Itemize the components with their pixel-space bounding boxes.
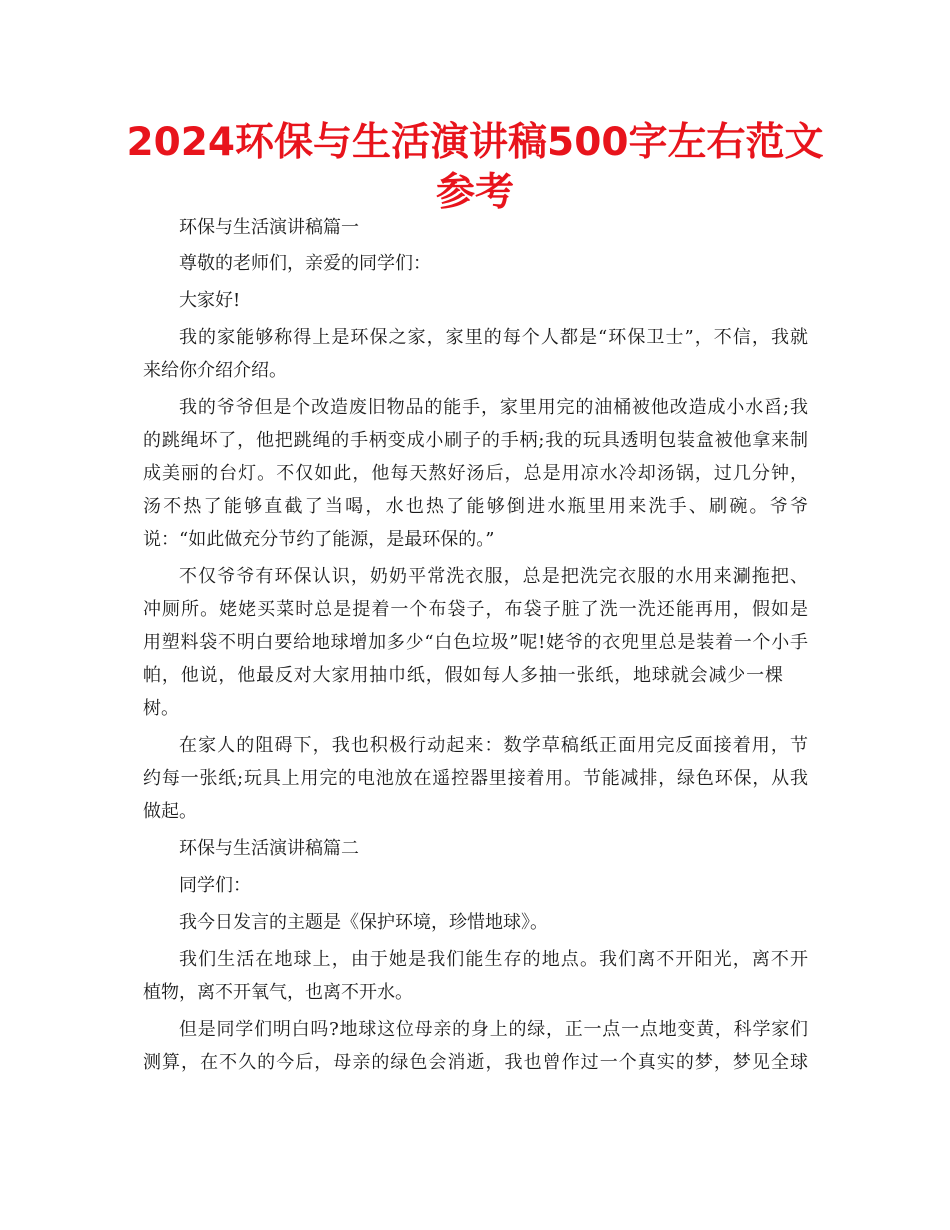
paragraph-line: 来给你介绍介绍。 <box>143 360 287 381</box>
paragraph-line: 用塑料袋不明白要给地球增加多少“白色垃圾”呢!姥爷的衣兜里总是装着一个小手 <box>143 632 808 653</box>
document-title-line-1: 2024环保与生活演讲稿500字左右范文 <box>126 120 824 165</box>
paragraph-line: 我的家能够称得上是环保之家，家里的每个人都是“环保卫士”，不信，我就 <box>179 327 808 348</box>
section-heading-1: 环保与生活演讲稿篇一 <box>179 217 359 238</box>
salutation-line: 大家好! <box>179 290 241 311</box>
greeting-line: 同学们： <box>179 875 251 896</box>
paragraph-line: 我们生活在地球上，由于她是我们能生存的地点。我们离不开阳光，离不开 <box>179 949 808 970</box>
paragraph-line: 做起。 <box>143 801 197 822</box>
document-title <box>120 118 830 218</box>
paragraph-line: 说：“如此做充分节约了能源，是最环保的。” <box>143 529 495 550</box>
paragraph-line: 汤不热了能够直截了当喝，水也热了能够倒进水瓶里用来洗手、刷碗。爷爷 <box>143 496 808 517</box>
section-heading-2: 环保与生活演讲稿篇二 <box>179 838 359 859</box>
paragraph-line: 成美丽的台灯。不仅如此，他每天熬好汤后，总是用凉水冷却汤锅，过几分钟， <box>143 463 808 484</box>
paragraph-line: 树。 <box>143 698 179 719</box>
paragraph-line: 我的爷爷但是个改造废旧物品的能手，家里用完的油桶被他改造成小水舀;我 <box>179 397 808 418</box>
paragraph-line: 约每一张纸;玩具上用完的电池放在遥控器里接着用。节能减排，绿色环保，从我 <box>143 768 808 789</box>
greeting-line: 尊敬的老师们，亲爱的同学们： <box>179 253 431 274</box>
document-title-line-2: 参考 <box>435 170 514 215</box>
paragraph-line: 但是同学们明白吗?地球这位母亲的身上的绿，正一点一点地变黄，科学家们 <box>179 1019 808 1040</box>
paragraph-line: 测算，在不久的今后，母亲的绿色会消逝，我也曾作过一个真实的梦，梦见全球 <box>143 1052 808 1073</box>
paragraph-line: 冲厕所。姥姥买菜时总是提着一个布袋子，布袋子脏了洗一洗还能再用，假如是 <box>143 599 808 620</box>
paragraph-line: 帕，他说，他最反对大家用抽巾纸，假如每人多抽一张纸，地球就会减少一棵 <box>143 665 783 686</box>
paragraph-line: 不仅爷爷有环保认识，奶奶平常洗衣服，总是把洗完衣服的水用来涮拖把、 <box>179 566 808 587</box>
paragraph-line: 的跳绳坏了，他把跳绳的手柄变成小刷子的手柄;我的玩具透明包装盒被他拿来制 <box>143 430 808 451</box>
paragraph-line: 在家人的阻碍下，我也积极行动起来：数学草稿纸正面用完反面接着用，节 <box>179 735 808 756</box>
paragraph-line: 植物，离不开氧气，也离不开水。 <box>143 982 413 1003</box>
paragraph-line: 我今日发言的主题是《保护环境，珍惜地球》。 <box>179 912 548 933</box>
